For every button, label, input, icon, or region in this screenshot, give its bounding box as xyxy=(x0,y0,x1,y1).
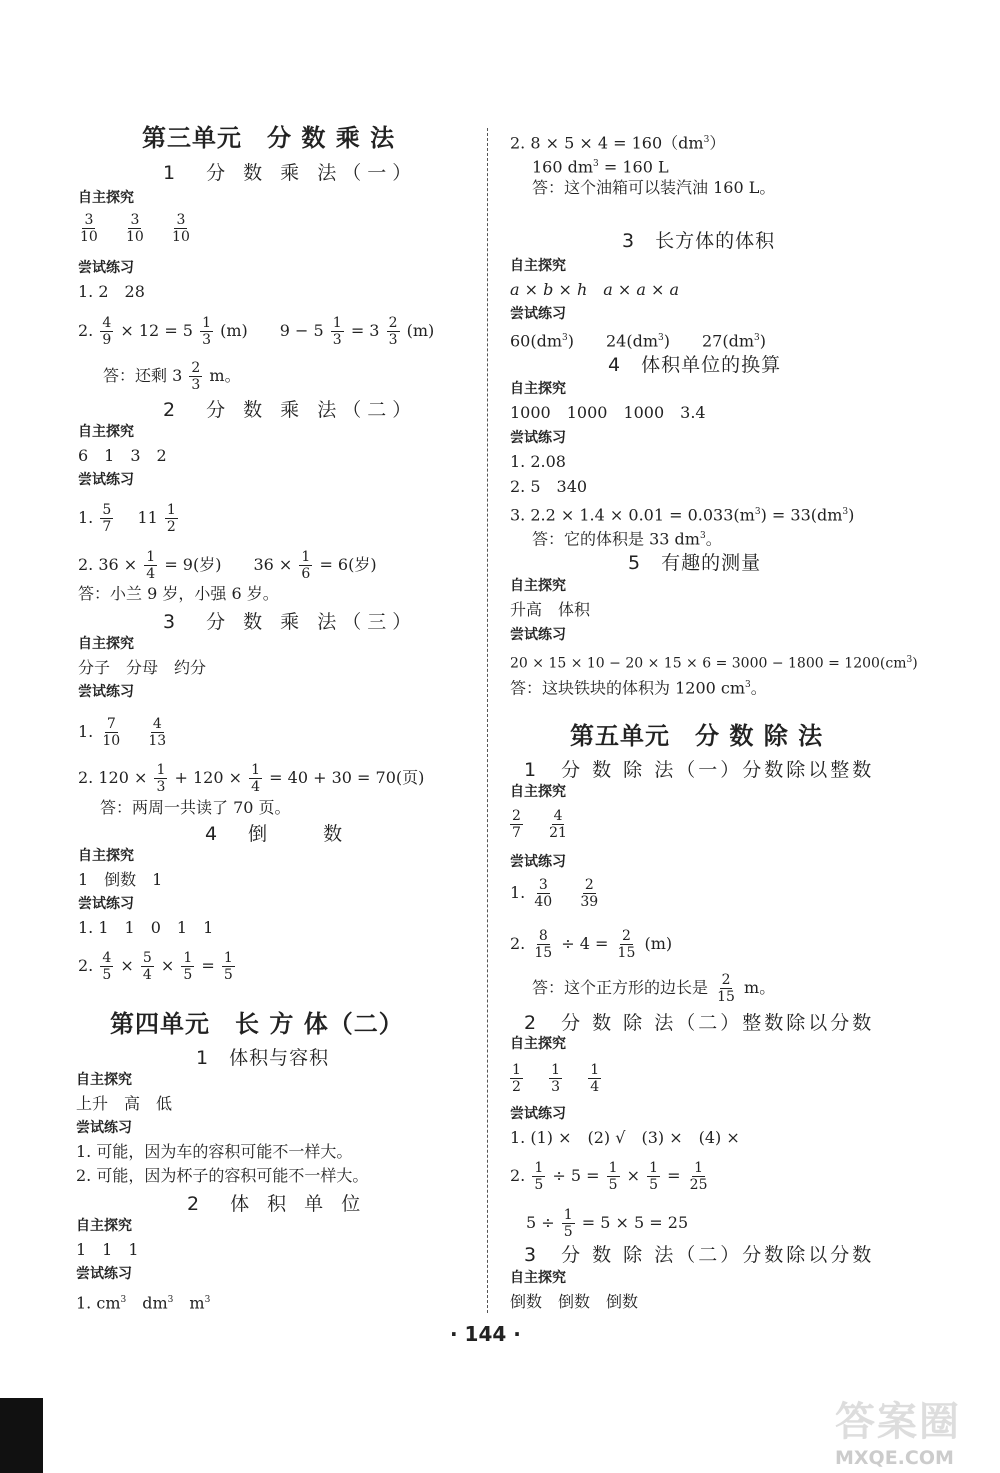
section-title: 1 分 数 乘 法（一） xyxy=(163,162,418,184)
label-zizhu: 自主探究 xyxy=(510,1270,566,1286)
answer-line: 2. $\frac{4}{9}$ × 12 = 5 $\frac{1}{3}$ (m) 9 − 5 $\frac{1}{3}$ = 3 $\frac{2}{3}$ (m) xyxy=(78,315,435,348)
label-changshi: 尝试练习 xyxy=(78,260,134,276)
unit4-title: 第四单元 长 方 体（二） xyxy=(110,1010,404,1038)
fraction-row xyxy=(76,212,194,245)
column-divider xyxy=(487,128,488,1313)
label-changshi: 尝试练习 xyxy=(78,684,134,700)
answer-line: 答：这个正方形的边长是 $\frac{2}{15}$ m。 xyxy=(532,972,776,1005)
label-zizhu: 自主探究 xyxy=(78,848,134,864)
answer-line: 1. (1) × (2) √ (3) × (4) × xyxy=(510,1128,740,1147)
fraction-row: $\frac{1}{2}$ $\frac{1}{3}$ $\frac{1}{4}$ xyxy=(512,1062,600,1095)
answer-line: 2. 可能，因为杯子的容积可能不一样大。 xyxy=(76,1166,369,1185)
label-zizhu: 自主探究 xyxy=(76,1218,132,1234)
answer-line: 1. 2.08 xyxy=(510,452,566,471)
answer-line: 1. $\frac{3}{40}$ $\frac{2}{39}$ xyxy=(510,877,599,910)
label-zizhu: 自主探究 xyxy=(78,424,134,440)
unit3-title: 第三单元 分 数 乘 法 xyxy=(142,124,396,152)
label-zizhu: 自主探究 xyxy=(78,190,134,206)
answer-line: 1000 1000 1000 3.4 xyxy=(510,403,706,422)
answer-line: 升高 体积 xyxy=(510,600,591,619)
answer-line: 1. 2 28 xyxy=(78,282,145,301)
answer-line: 1. 1 1 0 1 1 xyxy=(78,918,214,937)
answer-line: 2. $\frac{1}{5}$ ÷ 5 = $\frac{1}{5}$ × $\frac{1}{5}$ = $\frac{1}{25}$ xyxy=(510,1160,708,1193)
answer-line: 答：两周一共读了 70 页。 xyxy=(100,798,291,817)
section-title: 1 分 数 除 法（一）分数除以整数 xyxy=(524,759,875,781)
answer-line: 2. 5 340 xyxy=(510,477,588,496)
answer-line: 答：还剩 3 $\frac{2}{3}$ m。 xyxy=(103,360,241,393)
answer-line: 6 1 3 2 xyxy=(78,446,167,465)
unit5-title: 第五单元 分 数 除 法 xyxy=(570,722,824,750)
answer-line: 分子 分母 约分 xyxy=(78,658,207,677)
watermark-url: MXQE.COM xyxy=(835,1447,954,1469)
fraction: $\frac{3}{10}$ xyxy=(80,212,98,245)
label-zizhu: 自主探究 xyxy=(510,381,566,397)
section-title: 4 体积单位的换算 xyxy=(608,354,782,376)
label-changshi: 尝试练习 xyxy=(78,896,134,912)
answer-line: 2. $\frac{4}{5}$ × $\frac{5}{4}$ × $\frac{1}{5}$ = $\frac{1}{5}$ xyxy=(78,950,233,983)
section-title: 2 分 数 除 法（二）整数除以分数 xyxy=(524,1012,875,1034)
label-zizhu: 自主探究 xyxy=(510,784,566,800)
answer-line: 答：这个油箱可以装汽油 160 L。 xyxy=(532,178,776,197)
answer-line: $20 \times 15 \times 10 - 20 \times 15 \times 6 = 3000 - 1800 = 1200(cm^3)$ xyxy=(510,655,918,672)
answer-line: 1. 可能，因为车的容积可能不一样大。 xyxy=(76,1142,353,1161)
label-zizhu: 自主探究 xyxy=(510,578,566,594)
answer-line: 1 倒数 1 xyxy=(78,870,163,889)
answer-line: 1 1 1 xyxy=(76,1240,139,1259)
section-title: 3 分 数 乘 法（三） xyxy=(163,611,418,633)
section-title: 3 长方体的体积 xyxy=(622,230,776,252)
answer-line: 3. $2.2 \times 1.4 \times 0.01 = 0.033(m^3) = 33(dm^3)$ xyxy=(510,505,855,525)
answer-line: 160 $dm^3 = 160$ L xyxy=(532,157,669,177)
answer-line: 倒数 倒数 倒数 xyxy=(510,1292,639,1311)
label-changshi: 尝试练习 xyxy=(510,854,566,870)
label-zizhu: 自主探究 xyxy=(510,1036,566,1052)
label-changshi: 尝试练习 xyxy=(510,430,566,446)
answer-line: a × b × h a × a × a xyxy=(510,280,680,299)
scan-edge xyxy=(0,1398,43,1473)
section-title: 2 体 积 单 位 xyxy=(187,1193,367,1215)
label-zizhu: 自主探究 xyxy=(78,636,134,652)
answer-line: 答：这块铁块的体积为 1200 $cm^3$。 xyxy=(510,678,767,698)
label-changshi: 尝试练习 xyxy=(76,1266,132,1282)
label-zizhu: 自主探究 xyxy=(76,1072,132,1088)
answer-line: 答：它的体积是 33 $dm^3$。 xyxy=(532,529,722,549)
section-title: 2 分 数 乘 法（二） xyxy=(163,399,418,421)
answer-line: 1. $cm^3$ $dm^3$ $m^3$ xyxy=(76,1293,211,1313)
answer-line: 5 ÷ $\frac{1}{5}$ = 5 × 5 = 25 xyxy=(526,1207,689,1240)
answer-line: 2. 36 × $\frac{1}{4}$ = 9(岁) 36 × $\frac{1}{6}$ = 6(岁) xyxy=(78,549,377,582)
fraction-row: $\frac{2}{7}$ $\frac{4}{21}$ xyxy=(512,808,567,841)
answer-line: 2. $\frac{8}{15}$ ÷ 4 = $\frac{2}{15}$ (m) xyxy=(510,928,673,961)
answer-line: 1. $\frac{5}{7}$ 11 $\frac{1}{2}$ xyxy=(78,502,176,535)
label-changshi: 尝试练习 xyxy=(76,1120,132,1136)
section-title: 5 有趣的测量 xyxy=(628,552,762,574)
watermark xyxy=(835,1390,995,1470)
fraction: $\frac{3}{10}$ xyxy=(126,212,144,245)
fraction: $\frac{3}{10}$ xyxy=(172,212,190,245)
label-changshi: 尝试练习 xyxy=(78,472,134,488)
label-changshi: 尝试练习 xyxy=(510,1106,566,1122)
page-number: · 144 · xyxy=(450,1322,521,1346)
section-title: 1 体积与容积 xyxy=(196,1047,330,1069)
answer-line: 上升 高 低 xyxy=(76,1094,173,1113)
section-title: 3 分 数 除 法（二）分数除以分数 xyxy=(524,1244,875,1266)
answer-line: $60(dm^3)$ $24(dm^3)$ $27(dm^3)$ xyxy=(510,331,766,351)
watermark-logo: 答案圈 xyxy=(835,1399,961,1445)
label-changshi: 尝试练习 xyxy=(510,627,566,643)
answer-line: 2. 120 × $\frac{1}{3}$ + 120 × $\frac{1}{4}$ = 40 + 30 = 70(页) xyxy=(78,762,425,795)
answer-line: 答：小兰 9 岁，小强 6 岁。 xyxy=(78,584,279,603)
label-changshi: 尝试练习 xyxy=(510,306,566,322)
label-zizhu: 自主探究 xyxy=(510,258,566,274)
answer-line: 1. $\frac{7}{10}$ $\frac{4}{13}$ xyxy=(78,716,167,749)
section-title: 4 倒 数 xyxy=(205,823,349,845)
answer-line: 2. $8 \times 5 \times 4 = 160(dm^3)$ xyxy=(510,133,726,153)
